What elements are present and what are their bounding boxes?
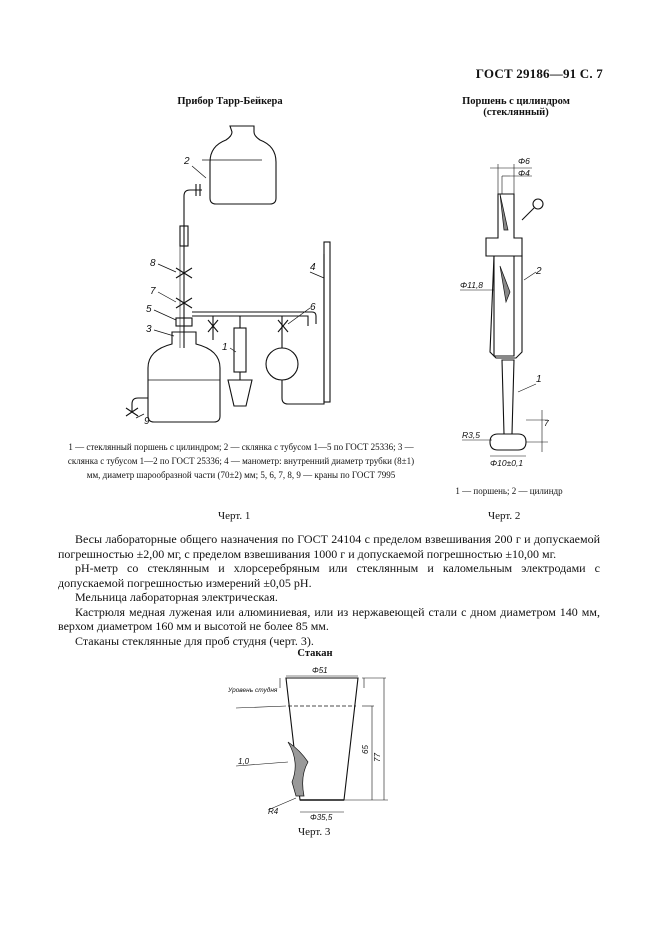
label-6: 6	[310, 302, 316, 313]
dim-thick: 1,0	[238, 757, 250, 766]
tarr-baker-apparatus-drawing	[110, 118, 350, 438]
label-5: 5	[146, 304, 152, 315]
piston-cylinder-drawing	[452, 140, 572, 480]
label-3: 3	[146, 324, 152, 335]
fig1-title: Прибор Тарр-Бейкера	[177, 96, 283, 107]
label-cylinder: 2	[536, 266, 542, 277]
fig2-title: Поршень с цилиндром (стеклянный)	[462, 96, 570, 118]
label-piston: 1	[536, 374, 542, 385]
dim-d10: Φ10±0,1	[490, 458, 524, 468]
label-4: 4	[310, 262, 316, 273]
dim-r4: R4	[268, 807, 279, 816]
paragraph-balances: Весы лабораторные общего назначения по ГОСТ 24104 с пределом взвешивания 200 г и допускаемой погрешностью ±2,00 мг, с пределом взвешивания 1000 г и допускаемой погрешностью ±10,00 мг.	[58, 532, 600, 561]
label-8: 8	[150, 258, 156, 269]
dim-top: Φ51	[312, 666, 328, 675]
dim-d11: Φ11,8	[460, 280, 484, 290]
dim-d6: Φ6	[518, 156, 530, 166]
dim-h: 7	[544, 418, 549, 428]
fig1-legend: 1 — стеклянный поршень с цилиндром; 2 — склянка с тубусом 1—5 по ГОСТ 25336; 3 — склянка с тубусом 1—2 по ГОСТ 25336; 4 — манометр: внутренний диаметр трубки (8±1) мм, диаметр шарообразной части (70±2) мм; 5, 6, 7, 8, 9 — краны по ГОСТ 7995	[67, 442, 415, 480]
label-9: 9	[144, 416, 150, 427]
dim-r: R3,5	[462, 430, 480, 440]
page-header: ГОСТ 29186—91 С. 7	[475, 66, 603, 81]
fig2-legend: 1 — поршень; 2 — цилиндр	[455, 486, 563, 496]
dim-bottom: Φ35,5	[310, 813, 333, 822]
label-1: 1	[222, 342, 228, 353]
paragraph-pan: Кастрюля медная луженая или алюминиевая, или из нержавеющей стали с дном диаметром 140 мм, верхом диаметром 160 мм и высотой не более 85 мм.	[58, 604, 600, 633]
paragraph-ph-meter: pH-метр со стеклянным и хлорсеребряным или стеклянным и каломельным электродами с допускаемой погрешностью измерений ±0,05 pH.	[58, 561, 600, 590]
label-7: 7	[150, 286, 156, 297]
label-2: 2	[184, 156, 190, 167]
dim-h1: 65	[361, 745, 370, 754]
glass-cup-drawing	[222, 662, 408, 822]
paragraph-mill: Мельница лабораторная электрическая.	[75, 590, 278, 604]
dim-level: Уровень студня	[228, 687, 278, 694]
fig3-title: Стакан	[297, 648, 333, 659]
dim-d4: Φ4	[518, 168, 530, 178]
dim-h2: 77	[373, 753, 382, 762]
paragraph-glasses: Стаканы стеклянные для проб студня (черт. 3).	[75, 633, 314, 648]
body-text	[58, 532, 600, 648]
fig2-caption: Черт. 2	[488, 510, 521, 522]
fig3-caption: Черт. 3	[298, 826, 331, 838]
fig1-caption: Черт. 1	[218, 510, 251, 522]
